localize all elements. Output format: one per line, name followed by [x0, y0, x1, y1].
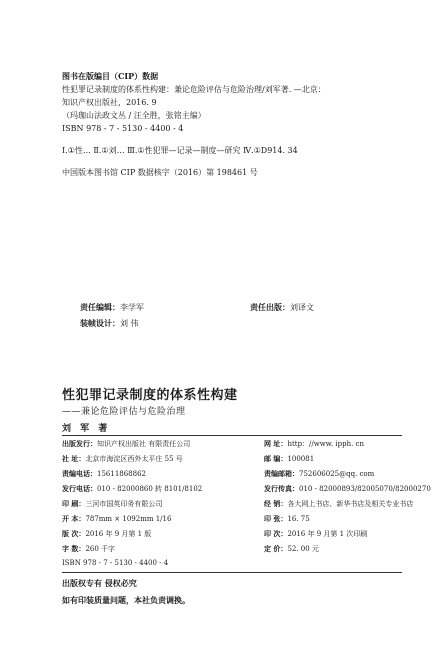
- pub-label: 开 本：: [62, 514, 86, 523]
- pub-label: 印 张：: [264, 514, 288, 523]
- designer-value: 刘 伟: [120, 319, 139, 328]
- cip-line: Ⅰ.①性… Ⅱ.①刘… Ⅲ.①性犯罪—记录—制度—研究 Ⅳ.①D914. 34: [62, 146, 298, 155]
- pub-label: 字 数：: [62, 544, 86, 553]
- quality-notice: 如有印装质量问题，本社负责调换。: [62, 595, 190, 605]
- responsible-editor: [80, 302, 144, 313]
- pub-label: 社 址：: [62, 454, 86, 463]
- publication-row: [62, 439, 412, 451]
- pub-value: 16. 75: [287, 515, 310, 523]
- cip-line: 中国版本图书馆 CIP 数据核字（2016）第 198461 号: [62, 168, 258, 177]
- publication-row: [62, 529, 412, 541]
- rights-notice: 出版权专有 侵权必究: [62, 578, 137, 588]
- pub-value: 三河市国英印务有限公司: [85, 500, 163, 508]
- cip-title: 图书在版编目（CIP）数据: [62, 71, 159, 81]
- pub-label: 网 址：: [264, 439, 288, 448]
- responsible-editor-value: 李学军: [120, 303, 144, 312]
- cip-line: （玛珈山法政文丛 / 汪全胜，张铭主编）: [62, 111, 206, 120]
- pub-value: 知识产权出版社 有限责任公司: [97, 440, 191, 448]
- publication-row: [62, 499, 412, 511]
- publication-row: [62, 484, 431, 496]
- pub-label: 经 销：: [264, 499, 288, 508]
- pub-label: 印 刷：: [62, 499, 86, 508]
- design: [80, 318, 139, 329]
- pub-value: 北京市海淀区西外太平庄 55 号: [85, 455, 183, 463]
- responsible-editor-label: 责任编辑：: [80, 302, 120, 312]
- responsible-publisher-label: 责任出版：: [250, 302, 290, 312]
- pub-label: 印 次：: [264, 529, 288, 538]
- cip-line: ISBN 978 - 7 - 5130 - 4400 - 4: [62, 124, 184, 133]
- divider: [62, 435, 402, 436]
- book-subtitle: ——兼论危险评估与危险治理: [62, 407, 186, 417]
- book-author: 刘 军 著: [62, 424, 111, 434]
- pub-label: 邮 编：: [264, 454, 288, 463]
- pub-label: 定 价：: [264, 544, 288, 553]
- design-label: 装帧设计：: [80, 318, 120, 328]
- pub-value: 各大网上书店、新华书店及相关专业书店: [287, 500, 414, 508]
- cip-line: 知识产权出版社，2016. 9: [62, 98, 157, 107]
- pub-value: 52. 00 元: [287, 545, 319, 553]
- isbn: ISBN 978 - 7 - 5130 - 4400 - 4: [62, 559, 169, 567]
- publication-row: [62, 514, 412, 526]
- pub-value: 100081: [287, 455, 315, 463]
- pub-value: 15611868862: [97, 470, 146, 478]
- pub-value: 2016 年 9 月第 1 次印刷: [287, 530, 368, 538]
- publication-row: [62, 469, 412, 481]
- responsible-publisher: [250, 302, 314, 313]
- publication-row: [62, 454, 412, 466]
- pub-label: 出版发行：: [62, 439, 97, 448]
- pub-value: 010 - 82000860 转 8101/8102: [97, 485, 203, 493]
- pub-value: 2016 年 9 月第 1 版: [85, 530, 152, 538]
- pub-value: 260 千字: [85, 545, 116, 553]
- book-title: 性犯罪记录制度的体系性构建: [62, 388, 238, 403]
- publication-row: [62, 544, 412, 556]
- pub-label: 发行电话：: [62, 484, 97, 493]
- divider: [62, 572, 402, 573]
- pub-value: 787mm × 1092mm 1/16: [85, 515, 172, 523]
- pub-label: 责编邮箱：: [264, 469, 299, 478]
- pub-value: http：//www. ipph. cn: [287, 440, 364, 448]
- pub-label: 发行传真：: [264, 484, 299, 493]
- pub-label: 版 次：: [62, 529, 86, 538]
- responsible-publisher-value: 刘译文: [290, 303, 314, 312]
- cip-line: 性犯罪记录制度的体系性构建：兼论危险评估与危险治理/刘军著. —北京：: [62, 85, 326, 94]
- pub-value: 010 - 82000893/82005070/82000270: [299, 485, 431, 493]
- pub-value: 752606025@qq. com: [299, 470, 375, 478]
- pub-label: 责编电话：: [62, 469, 97, 478]
